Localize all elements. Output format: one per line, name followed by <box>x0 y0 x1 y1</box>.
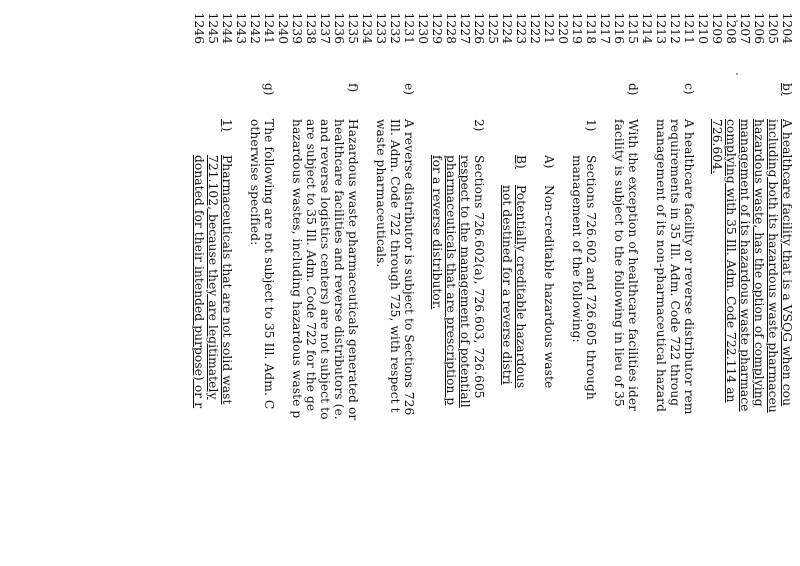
item-marker-d-1: 1) <box>584 119 598 132</box>
text-line: pharmaceuticals that are prescription p <box>444 155 458 406</box>
text-line: Hazardous waste pharmaceuticals generated or <box>346 119 360 421</box>
line-number: 1238 <box>304 12 319 44</box>
line-number: 1212 <box>668 12 683 44</box>
line-number: 1227 <box>458 12 473 44</box>
line-number: 1223 <box>514 12 529 44</box>
line-number: 1239 <box>290 12 305 44</box>
line-number: 1232 <box>388 12 403 44</box>
text-line: management of its non-pharmaceutical hazard <box>654 119 668 412</box>
item-marker-d-2: 2) <box>472 119 486 132</box>
item-marker-g: g) <box>262 83 276 96</box>
line-number: 1243 <box>234 12 249 44</box>
line-number: 1229 <box>430 12 445 44</box>
item-marker-d-1-B: B) <box>514 155 528 169</box>
line-number: 1215 <box>626 12 641 44</box>
text-line: waste pharmaceuticals. <box>374 119 388 268</box>
line-number: 1244 <box>220 12 235 44</box>
text-line: A healthcare facility or reverse distributor rem <box>682 119 696 415</box>
text-line: The following are not subject to 35 Ill. Adm. C <box>262 119 276 410</box>
line-number: 1231 <box>402 12 417 44</box>
text-line: donated for their intended purpose) or r <box>192 155 206 409</box>
text-line: not destined for a reverse distri <box>500 185 514 385</box>
line-number: 1209 <box>710 12 725 44</box>
line-number: 1220 <box>556 12 571 44</box>
item-marker-b: b) <box>780 83 794 96</box>
line-number: 1218 <box>584 12 599 44</box>
line-number: 1208 <box>724 12 739 44</box>
text-line: A healthcare facility that is a VSQG when cou <box>780 119 794 407</box>
text-line: respect to the management of potentiall <box>458 155 472 408</box>
line-number: 1207 <box>738 12 753 44</box>
text-line: Ill. Adm. Code 722 through 725, with respect t <box>388 119 402 413</box>
text-line: facility is subject to the following in lieu of 35 <box>612 119 626 407</box>
text-line: requirements in 35 Ill. Adm. Code 722 throug <box>668 119 682 407</box>
line-number: 1230 <box>416 12 431 44</box>
line-number: 1205 <box>766 12 781 44</box>
line-number: 1242 <box>248 12 263 44</box>
line-number: 1224 <box>500 12 515 44</box>
text-line: hazardous waste, has the option of complying <box>752 119 766 407</box>
text-line: Sections 726.602 and 726.605 through <box>584 155 598 400</box>
line-number: 1226 <box>472 12 487 44</box>
text-line: for a reverse distributor. <box>430 155 444 310</box>
line-number: 1204 <box>780 12 795 44</box>
text-line: are subject to 35 Ill. Adm. Code 722 for the ge <box>304 119 318 412</box>
item-marker-e: e) <box>402 83 416 95</box>
text-line: and reverse logistics centers) are not subject to <box>318 119 332 420</box>
text-line: 721.102, because they are legitimately <box>206 155 220 400</box>
line-number: 1246 <box>192 12 207 44</box>
line-number: 1210 <box>696 12 711 44</box>
line-number: 1211 <box>682 12 697 44</box>
line-number: 1217 <box>598 12 613 44</box>
line-number: 1240 <box>276 12 291 44</box>
text-line: hazardous wastes, including hazardous waste p <box>290 119 304 419</box>
item-marker-g-1: 1) <box>220 119 234 132</box>
text-line: Non-creditable hazardous waste <box>542 185 556 389</box>
line-number: 1241 <box>262 12 277 44</box>
line-number: 1233 <box>374 12 389 44</box>
text-line: A reverse distributor is subject to Sections 726 <box>402 119 416 416</box>
text-line: management of the following: <box>570 155 584 343</box>
line-number: 1214 <box>640 12 655 44</box>
item-marker-c: c) <box>682 83 696 95</box>
line-number: 1234 <box>360 12 375 44</box>
line-number: 1225 <box>486 12 501 44</box>
line-number: 1216 <box>612 12 627 44</box>
line-number: 1206 <box>752 12 767 44</box>
text-line: including both its hazardous waste pharmaceu <box>766 119 780 413</box>
item-marker-d: d) <box>626 83 640 96</box>
line-number: 1245 <box>206 12 221 44</box>
line-number: 1235 <box>346 12 361 44</box>
text-line: healthcare facilities and reverse distributors (e. <box>332 119 346 420</box>
line-number: 1228 <box>444 12 459 44</box>
item-marker-d-1-A: A) <box>542 155 556 169</box>
item-marker-f: f) <box>346 83 360 93</box>
text-line: Sections 726.602(a), 726.603, 726.605 <box>472 155 486 399</box>
line-number: 1219 <box>570 12 585 44</box>
line-number: 1222 <box>528 12 543 44</box>
text-line: 726.604. <box>710 119 724 175</box>
text-line: management of its hazardous waste pharmace <box>738 119 752 412</box>
line-number: 1221 <box>542 12 557 44</box>
line-number: 1236 <box>332 12 347 44</box>
text-line: complying with 35 Ill. Adm. Code 722.114 an <box>724 119 738 403</box>
line-number: 1237 <box>318 12 333 44</box>
text-line: With the exception of healthcare facilities ider <box>626 119 640 412</box>
text-line: Potentially creditable hazardous <box>514 185 528 389</box>
text-line: otherwise specified: <box>248 119 262 246</box>
line-number: 1213 <box>654 12 669 44</box>
text-line: Pharmaceuticals that are not solid wast <box>220 155 234 405</box>
